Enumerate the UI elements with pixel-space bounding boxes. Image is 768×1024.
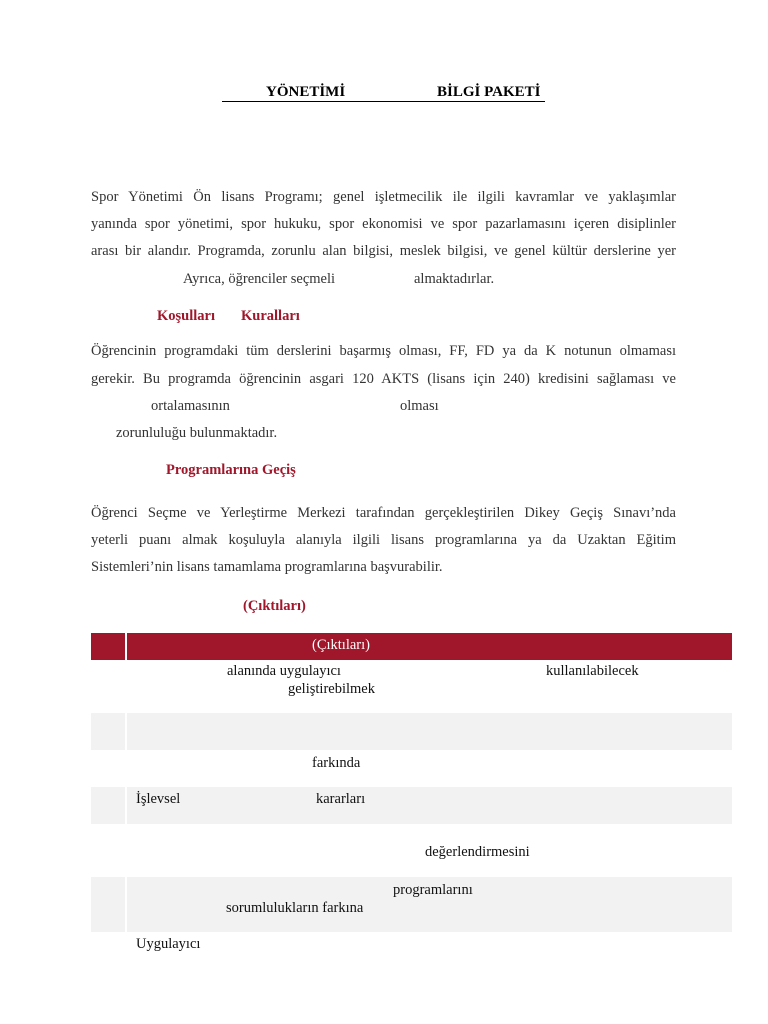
table-row-1-text-a: alanında uygulayıcı	[227, 663, 341, 679]
intro-line-3: arası bir alandır. Programda, zorunlu alan bilgisi, meslek bilgisi, ve genel kültür derslerine yer	[91, 243, 676, 259]
title-underline	[222, 101, 545, 102]
intro-line-4b: almaktadırlar.	[414, 271, 495, 287]
section3-heading: (Çıktıları)	[243, 598, 306, 614]
table-row-1-text-c: geliştirebilmek	[288, 681, 375, 697]
table-row-4-text-b: kararları	[316, 791, 366, 807]
table-row	[91, 660, 732, 713]
table-row-1-text-b: kullanılabilecek	[546, 663, 639, 679]
table-row-5-text-a: değerlendirmesini	[425, 844, 530, 860]
section1-heading-b: Kuralları	[241, 308, 300, 324]
table-row-4-text-a: İşlevsel	[136, 791, 181, 807]
table-row-3-text-a: farkında	[312, 755, 361, 771]
table-header-label: (Çıktıları)	[312, 637, 370, 653]
section1-line-2: gerekir. Bu programda öğrencinin asgari 120 AKTS (lisans için 240) kredisini sağlaması ve	[91, 371, 676, 387]
section2-heading: Programlarına Geçiş	[166, 462, 296, 478]
table-row-6-text-a: programlarını	[393, 882, 473, 898]
section2-line-3: Sistemleri’nin lisans tamamlama programlarına başvurabilir.	[91, 559, 443, 575]
table-row	[91, 877, 732, 932]
section1-line-3a: ortalamasının	[151, 398, 230, 414]
table-header-row	[91, 633, 732, 660]
table-row	[91, 750, 732, 787]
table-row-6-text-b: sorumlulukların farkına	[226, 900, 364, 916]
section1-line-3b: olması	[400, 398, 439, 414]
intro-line-4a: Ayrıca, öğrenciler seçmeli	[183, 271, 336, 287]
intro-line-1: Spor Yönetimi Ön lisans Programı; genel işletmecilik ile ilgili kavramlar ve yaklaşımlar	[91, 189, 676, 205]
table-row	[91, 824, 732, 877]
table-row	[91, 787, 732, 824]
section1-line-1: Öğrencinin programdaki tüm derslerini başarmış olması, FF, FD ya da K notunun olmaması	[91, 343, 676, 359]
section2-line-1: Öğrenci Seçme ve Yerleştirme Merkezi tarafından gerçekleştirilen Dikey Geçiş Sınavı’nda	[91, 505, 676, 521]
title-part2: BİLGİ PAKETİ	[437, 84, 541, 100]
table-row-7-text-a: Uygulayıcı	[136, 936, 201, 952]
intro-line-2: yanında spor yönetimi, spor hukuku, spor ekonomisi ve spor pazarlamasını içeren disiplinler	[91, 216, 676, 232]
section2-line-2: yeterli puanı almak koşuluyla alanıyla ilgili lisans programlarına ya da Uzaktan Eğitim	[91, 532, 676, 548]
table-row	[91, 932, 732, 962]
title-part1: YÖNETİMİ	[266, 84, 346, 100]
section1-line-4: zorunluluğu bulunmaktadır.	[116, 425, 278, 441]
table-row	[91, 713, 732, 750]
section1-heading-a: Koşulları	[157, 308, 216, 324]
